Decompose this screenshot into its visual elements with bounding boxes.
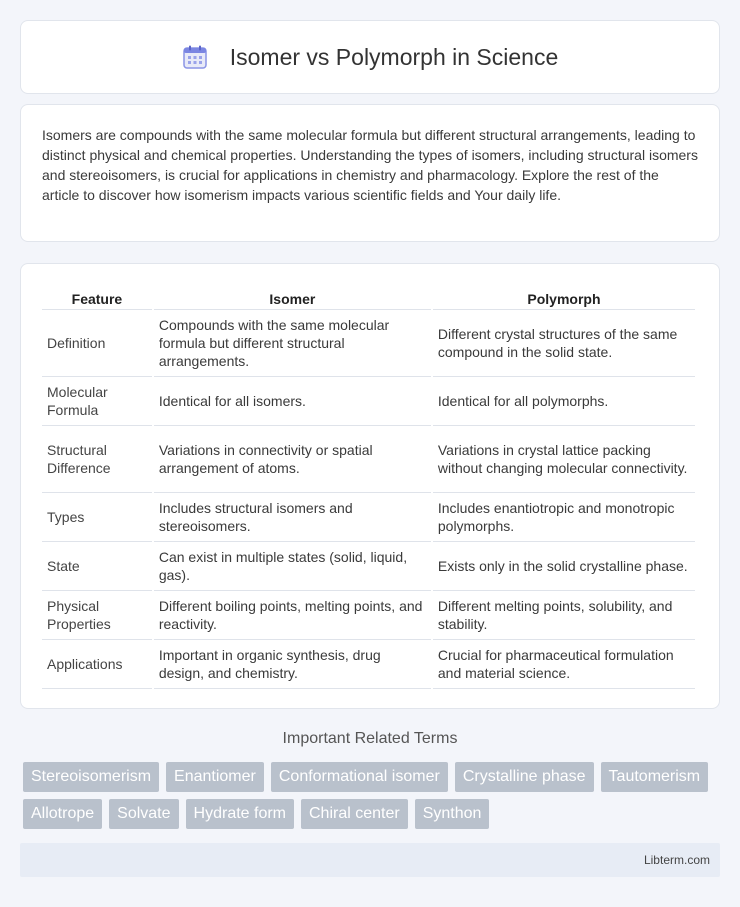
- table-row: [42, 542, 695, 591]
- row-feature: Structural Difference: [42, 426, 152, 493]
- calendar-grid-icon: [182, 44, 208, 70]
- row-isomer: Different boiling points, melting points, and reactivity.: [154, 591, 431, 640]
- row-polymorph: Identical for all polymorphs.: [433, 377, 695, 426]
- table-row: [42, 591, 695, 640]
- row-feature: Applications: [42, 640, 152, 689]
- row-feature: Types: [42, 493, 152, 542]
- related-term-tag[interactable]: Chiral center: [301, 799, 408, 829]
- row-polymorph: Crucial for pharmaceutical formulation and material science.: [433, 640, 695, 689]
- row-isomer: Identical for all isomers.: [154, 377, 431, 426]
- row-polymorph: Includes enantiotropic and monotropic polymorphs.: [433, 493, 695, 542]
- intro-text: Isomers are compounds with the same molecular formula but different structural arrangements, leading to distinct physical and chemical properties. Understanding the types of isomers, including structural isomers and stereoisomers, is crucial for applications in chemistry and pharmacology. Explore the rest of the article to discover how isomerism impacts various scientific fields and Your daily life.: [42, 127, 698, 203]
- row-feature: State: [42, 542, 152, 591]
- row-polymorph: Different crystal structures of the same compound in the solid state.: [433, 310, 695, 377]
- table-row: [42, 640, 695, 689]
- table-row: [42, 310, 695, 377]
- row-polymorph: Variations in crystal lattice packing without changing molecular connectivity.: [433, 426, 695, 493]
- related-term-tag[interactable]: Stereoisomerism: [23, 762, 159, 792]
- related-term-tag[interactable]: Allotrope: [23, 799, 102, 829]
- row-polymorph: Exists only in the solid crystalline phase.: [433, 542, 695, 591]
- related-term-tag[interactable]: Hydrate form: [186, 799, 294, 829]
- row-isomer: Compounds with the same molecular formula but different structural arrangements.: [154, 310, 431, 377]
- related-terms-list: [23, 762, 723, 829]
- related-term-tag[interactable]: Solvate: [109, 799, 178, 829]
- related-term-tag[interactable]: Crystalline phase: [455, 762, 594, 792]
- table-row: [42, 493, 695, 542]
- row-feature: Molecular Formula: [42, 377, 152, 426]
- related-term-tag[interactable]: Synthon: [415, 799, 490, 829]
- row-feature: Physical Properties: [42, 591, 152, 640]
- row-isomer: Includes structural isomers and stereoisomers.: [154, 493, 431, 542]
- footer-site-link[interactable]: Libterm.com: [643, 853, 710, 867]
- row-isomer: Variations in connectivity or spatial arrangement of atoms.: [154, 426, 431, 493]
- row-isomer: Important in organic synthesis, drug design, and chemistry.: [154, 640, 431, 689]
- row-polymorph: Different melting points, solubility, and stability.: [433, 591, 695, 640]
- related-term-tag[interactable]: Tautomerism: [601, 762, 709, 792]
- comparison-table: [40, 284, 697, 689]
- comparison-table-card: [20, 263, 720, 709]
- row-isomer: Can exist in multiple states (solid, liquid, gas).: [154, 542, 431, 591]
- footer: [20, 843, 720, 877]
- table-row: [42, 426, 695, 493]
- table-row: [42, 377, 695, 426]
- page-title: Isomer vs Polymorph in Science: [229, 43, 559, 70]
- header-isomer: Isomer: [154, 284, 431, 310]
- header-feature: Feature: [42, 284, 152, 310]
- header-card: [20, 20, 720, 94]
- row-feature: Definition: [42, 310, 152, 377]
- related-term-tag[interactable]: Enantiomer: [166, 762, 264, 792]
- related-term-tag[interactable]: Conformational isomer: [271, 762, 448, 792]
- intro-card: [20, 104, 720, 242]
- table-header-row: [42, 284, 695, 310]
- header-polymorph: Polymorph: [433, 284, 695, 310]
- related-terms-title: Important Related Terms: [282, 730, 458, 747]
